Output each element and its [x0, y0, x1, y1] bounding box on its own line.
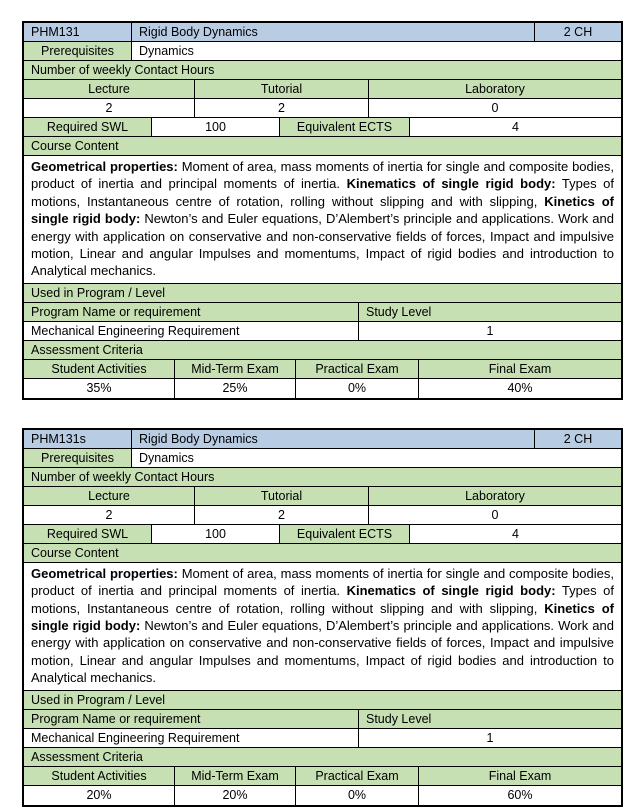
- content-bold-kinetics: Kinetics of single rigid body:: [31, 600, 614, 634]
- row-program-headers: [24, 710, 621, 729]
- prerequisites-value: Dynamics: [139, 44, 194, 58]
- practical-exam-value: 0%: [296, 786, 419, 805]
- content-bold-kinematics: Kinematics of single rigid body:: [346, 176, 556, 192]
- row-assessment-header: [24, 341, 621, 360]
- course-spec-table-phm131s: [22, 428, 623, 807]
- student-activities-value: 35%: [24, 379, 175, 398]
- study-level-value: 1: [486, 323, 494, 338]
- course-content-header: Course Content: [24, 137, 621, 155]
- study-level-label: Study Level: [359, 303, 621, 321]
- tutorial-hours: 2: [195, 506, 369, 524]
- assessment-criteria-header: Assessment Criteria: [24, 341, 621, 359]
- program-name-value: Mechanical Engineering Requirement: [24, 729, 359, 747]
- midterm-exam-value: 25%: [175, 379, 296, 398]
- laboratory-hours: 0: [491, 507, 499, 522]
- row-contact-hours-columns: [24, 80, 621, 99]
- row-contact-hours-header: [24, 61, 621, 80]
- content-bold-geometrical: Geometrical properties:: [31, 565, 178, 581]
- contact-hours-header: Number of weekly Contact Hours: [24, 61, 621, 79]
- credit-hours: 2 CH: [535, 23, 621, 41]
- contact-hours-header: Number of weekly Contact Hours: [24, 468, 621, 486]
- course-title: Rigid Body Dynamics: [132, 23, 535, 41]
- row-contact-hours-columns: [24, 487, 621, 506]
- row-course-content-header: [24, 544, 621, 563]
- course-code: PHM131s: [24, 430, 132, 448]
- final-exam-value: 60%: [507, 788, 533, 803]
- prerequisites-label: Prerequisites: [24, 42, 132, 60]
- laboratory-header: Laboratory: [369, 487, 621, 505]
- content-bold-kinematics: Kinematics of single rigid body:: [346, 583, 556, 599]
- row-assessment-columns: [24, 360, 621, 379]
- tutorial-header: Tutorial: [195, 487, 369, 505]
- row-course-content: [24, 156, 621, 284]
- course-code: PHM131: [24, 23, 132, 41]
- student-activities-value: 20%: [24, 786, 175, 805]
- final-exam-value: 40%: [507, 381, 533, 396]
- content-bold-kinetics: Kinetics of single rigid body:: [31, 193, 614, 227]
- equivalent-ects-value: 4: [512, 120, 519, 134]
- student-activities-header: Student Activities: [24, 360, 175, 378]
- midterm-exam-value: 20%: [175, 786, 296, 805]
- row-program-values: [24, 729, 621, 748]
- prerequisites-value: Dynamics: [139, 450, 194, 465]
- used-in-program-header: Used in Program / Level: [24, 284, 621, 302]
- required-swl-value: 100: [152, 525, 280, 543]
- required-swl-label: Required SWL: [24, 525, 152, 543]
- credit-hours: 2 CH: [535, 430, 621, 448]
- course-title: Rigid Body Dynamics: [132, 430, 535, 448]
- equivalent-ects-value: 4: [512, 526, 519, 541]
- required-swl-value: 100: [152, 118, 280, 136]
- row-program-headers: [24, 303, 621, 322]
- course-content-text: Geometrical properties: Moment of area, mass moments of inertia for single and composite bodies, product of inertia and principal moments of inertia. Kinematics of single rigid body: Types of motions, Instantaneous centre of rotation, rolling without slipping and with slipping, Kinetics of single rigid body: Newton’s and Euler equations, D’Alembert’s principle and applications. Work and energy with application on conservative and non-conservative fields of forces, Impact and impulsive motion, Linear and angular Impulses and momentums, Impact of rigid bodies and introduction to Analytical mechanics.: [31, 159, 614, 279]
- lecture-hours: 2: [24, 506, 195, 524]
- used-in-program-header: Used in Program / Level: [24, 691, 621, 709]
- row-used-in-header: [24, 284, 621, 303]
- row-course-content-header: [24, 137, 621, 156]
- content-bold-geometrical: Geometrical properties:: [31, 159, 178, 174]
- assessment-criteria-header: Assessment Criteria: [24, 748, 621, 766]
- student-activities-header: Student Activities: [24, 767, 175, 785]
- final-exam-header: Final Exam: [419, 360, 621, 378]
- row-course-header: [24, 430, 621, 449]
- row-program-values: [24, 322, 621, 341]
- prerequisites-label: Prerequisites: [24, 449, 132, 467]
- program-name-label: Program Name or requirement: [24, 710, 359, 728]
- row-assessment-values: [24, 379, 621, 398]
- lecture-hours: 2: [24, 99, 195, 117]
- row-contact-hours-values: [24, 99, 621, 118]
- row-course-content: [24, 563, 621, 691]
- practical-exam-header: Practical Exam: [296, 767, 419, 785]
- row-prerequisites: [24, 42, 621, 61]
- row-swl: [24, 525, 621, 544]
- lecture-header: Lecture: [24, 80, 195, 98]
- row-swl: [24, 118, 621, 137]
- practical-exam-value: 0%: [296, 379, 419, 398]
- course-content-header: Course Content: [24, 544, 621, 562]
- row-contact-hours-values: [24, 506, 621, 525]
- midterm-exam-header: Mid-Term Exam: [175, 360, 296, 378]
- row-used-in-header: [24, 691, 621, 710]
- laboratory-hours: 0: [491, 101, 499, 115]
- row-contact-hours-header: [24, 468, 621, 487]
- practical-exam-header: Practical Exam: [296, 360, 419, 378]
- lecture-header: Lecture: [24, 487, 195, 505]
- required-swl-label: Required SWL: [24, 118, 152, 136]
- study-level-label: Study Level: [359, 710, 621, 728]
- final-exam-header: Final Exam: [419, 767, 621, 785]
- midterm-exam-header: Mid-Term Exam: [175, 767, 296, 785]
- program-name-value: Mechanical Engineering Requirement: [24, 322, 359, 340]
- row-assessment-columns: [24, 767, 621, 786]
- study-level-value: 1: [486, 730, 494, 745]
- tutorial-header: Tutorial: [195, 80, 369, 98]
- course-content-text: Geometrical properties: Moment of area, mass moments of inertia for single and composite bodies, product of inertia and principal moments of inertia. Kinematics of single rigid body: Types of motions, Instantaneous centre of rotation, rolling without slipping and with slipping, Kinetics of single rigid body: Newton’s and Euler equations, D’Alembert’s principle and applications. Work and energy with application on conservative and non-conservative fields of forces, Impact and impulsive motion, Linear and angular Impulses and momentums, Impact of rigid bodies and introduction to Analytical mechanics.: [31, 565, 614, 686]
- course-spec-table-phm131: [22, 21, 623, 400]
- tutorial-hours: 2: [195, 99, 369, 117]
- equivalent-ects-label: Equivalent ECTS: [280, 118, 410, 136]
- laboratory-header: Laboratory: [369, 80, 621, 98]
- row-prerequisites: [24, 449, 621, 468]
- row-assessment-header: [24, 748, 621, 767]
- row-assessment-values: [24, 786, 621, 805]
- program-name-label: Program Name or requirement: [24, 303, 359, 321]
- row-course-header: [24, 23, 621, 42]
- equivalent-ects-label: Equivalent ECTS: [280, 525, 410, 543]
